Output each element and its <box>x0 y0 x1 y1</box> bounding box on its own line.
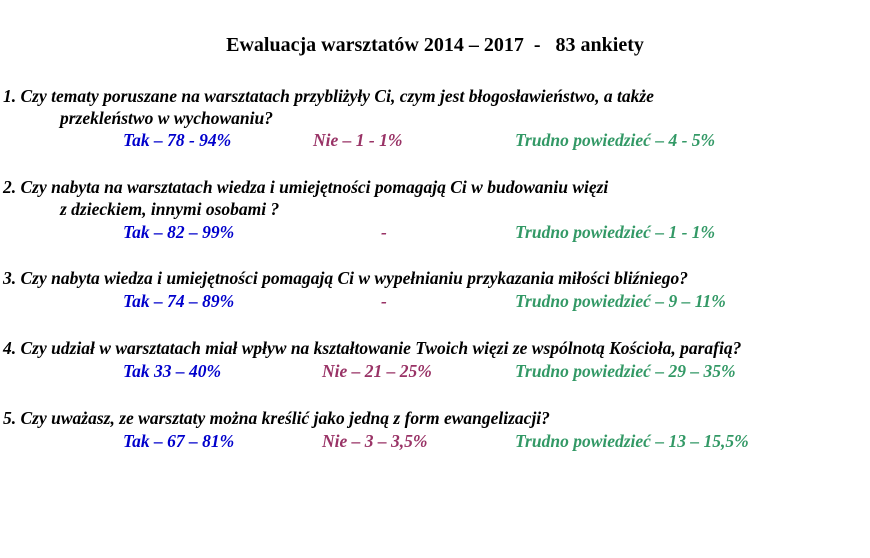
question-1-text-line2: przekleństwo w wychowaniu? <box>60 108 273 128</box>
question-5 <box>3 407 550 429</box>
answer-hard-to-say: Trudno powiedzieć – 1 - 1% <box>515 222 716 242</box>
answer-no: - <box>381 222 387 242</box>
question-5-text-line1: 5. Czy uważasz, ze warsztaty można kreślić jako jedną z form ewangelizacji? <box>3 408 550 428</box>
question-1 <box>3 85 654 129</box>
page-title: Ewaluacja warsztatów 2014 – 2017 - 83 ankiety <box>226 34 644 56</box>
question-2-answers <box>0 221 870 243</box>
answer-yes: Tak 33 – 40% <box>123 361 222 381</box>
answer-hard-to-say: Trudno powiedzieć – 9 – 11% <box>515 291 726 311</box>
answer-hard-to-say: Trudno powiedzieć – 13 – 15,5% <box>515 431 749 451</box>
answer-hard-to-say: Trudno powiedzieć – 29 – 35% <box>515 361 736 381</box>
question-3-answers <box>0 290 870 312</box>
question-4-answers <box>0 360 870 382</box>
question-2-text-line1: 2. Czy nabyta na warsztatach wiedza i umiejętności pomagają Ci w budowaniu więzi <box>3 177 609 197</box>
question-1-answers <box>0 129 870 151</box>
question-3-text-line1: 3. Czy nabyta wiedza i umiejętności pomagają Ci w wypełnianiu przykazania miłości bliźniego? <box>3 268 688 288</box>
question-2-text-line2: z dzieckiem, innymi osobami ? <box>60 199 280 219</box>
question-1-text-line1: 1. Czy tematy poruszane na warsztatach przybliżyły Ci, czym jest błogosławieństwo, a także <box>3 86 654 106</box>
answer-yes: Tak – 78 - 94% <box>123 130 232 150</box>
answer-yes: Tak – 67 – 81% <box>123 431 235 451</box>
answer-no: Nie – 3 – 3,5% <box>322 431 428 451</box>
question-3 <box>3 267 688 289</box>
answer-hard-to-say: Trudno powiedzieć – 4 - 5% <box>515 130 716 150</box>
answer-no: Nie – 21 – 25% <box>322 361 432 381</box>
answer-yes: Tak – 82 – 99% <box>123 222 235 242</box>
question-2 <box>3 176 608 220</box>
question-4-text-line1: 4. Czy udział w warsztatach miał wpływ na kształtowanie Twoich więzi ze wspólnotą Kościoła, parafią? <box>3 338 742 358</box>
answer-yes: Tak – 74 – 89% <box>123 291 235 311</box>
answer-no: Nie – 1 - 1% <box>313 130 403 150</box>
answer-no: - <box>381 291 387 311</box>
question-5-answers <box>0 430 870 452</box>
question-4 <box>3 337 741 359</box>
